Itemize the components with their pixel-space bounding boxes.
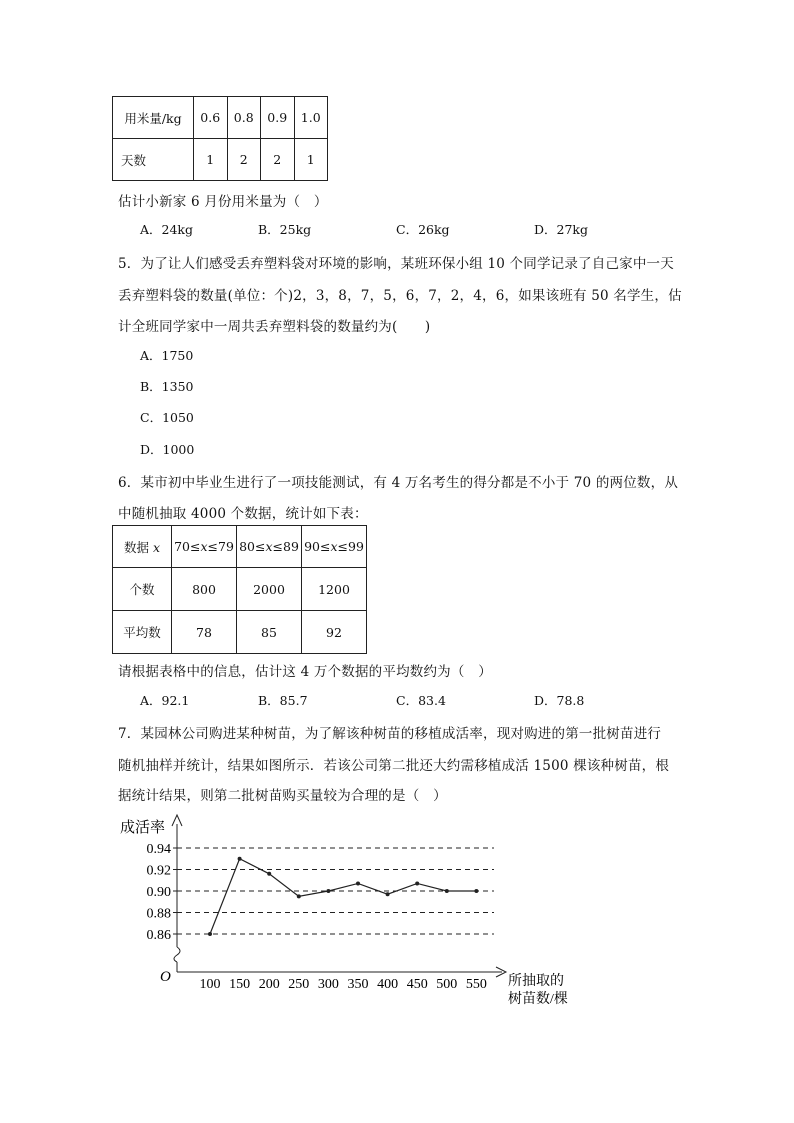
table-cell: 天数 — [113, 139, 194, 181]
table-cell: 1.0 — [294, 97, 328, 139]
q5-line-2: 丢弃塑料袋的数量(单位：个)2，3，8，7，5，6，7，2，4，6，如果该班有 50 名学生，估 — [118, 288, 682, 304]
y-tick-label: 0.88 — [146, 906, 171, 922]
table-row — [113, 526, 367, 568]
data-point — [326, 889, 330, 893]
table-cell: 用米量/kg — [113, 97, 194, 139]
table-cell: 800 — [172, 568, 237, 611]
table-cell: 90≤x≤99 — [302, 526, 367, 568]
data-point — [474, 889, 478, 893]
table-row — [113, 97, 328, 139]
table-cell: 70≤x≤79 — [172, 526, 237, 568]
y-tick-label: 0.94 — [146, 842, 171, 857]
q4-option-b: B．25kg — [258, 222, 312, 237]
q6-option-a: A．92.1 — [140, 693, 190, 708]
x-tick-label: 400 — [377, 977, 399, 992]
table-row — [113, 139, 328, 181]
q4-option-c: C．26kg — [396, 222, 450, 237]
origin-label: O — [160, 969, 171, 985]
data-point — [356, 881, 360, 885]
q6-option-c: C．83.4 — [396, 693, 446, 708]
y-tick-label: 0.90 — [146, 885, 171, 900]
series-line — [210, 859, 476, 934]
x-tick-label: 550 — [465, 977, 487, 992]
table-cell: 1200 — [302, 568, 367, 611]
q7-line-3: 据统计结果，则第二批树苗购买量较为合理的是（ ） — [118, 788, 447, 804]
x-tick-label: 350 — [347, 977, 369, 992]
table-cell: 2 — [227, 139, 261, 181]
data-point — [386, 892, 390, 896]
survival-rate-chart — [110, 812, 590, 1012]
table-cell: 2000 — [237, 568, 302, 611]
q5-option-b: B．1350 — [140, 379, 194, 394]
q7-line-2: 随机抽样并统计，结果如图所示．若该公司第二批还大约需移植成活 1500 棵该种树苗，根 — [118, 758, 670, 774]
x-tick-label: 150 — [229, 977, 251, 992]
table-cell: 1 — [294, 139, 328, 181]
data-point — [267, 872, 271, 876]
x-tick-label: 100 — [199, 977, 221, 992]
q5-option-d: D．1000 — [140, 442, 195, 457]
table-cell: 78 — [172, 611, 237, 654]
table-row — [113, 568, 367, 611]
q6-option-b: B．85.7 — [258, 693, 308, 708]
q4-option-d: D．27kg — [534, 222, 589, 237]
q4-stem: 估计小新家 6 月份用米量为（ ） — [118, 194, 328, 210]
q4-option-a: A．24kg — [140, 222, 194, 237]
x-tick-label: 200 — [258, 977, 280, 992]
data-point — [445, 889, 449, 893]
q5-option-c: C．1050 — [140, 410, 194, 425]
table-cell: 2 — [261, 139, 295, 181]
q5-line-1: 5．为了让人们感受丢弃塑料袋对环境的影响，某班环保小组 10 个同学记录了自己家中一天 — [118, 256, 674, 272]
table-cell: 平均数 — [113, 611, 172, 654]
table-cell: 个数 — [113, 568, 172, 611]
table-cell: 80≤x≤89 — [237, 526, 302, 568]
x-axis-label-line2: 树苗数/棵 — [508, 992, 568, 1007]
q6-line-2: 中随机抽取 4000 个数据，统计如下表： — [118, 506, 368, 522]
rice-usage-table — [112, 96, 328, 181]
table-cell: 0.8 — [227, 97, 261, 139]
q7-line-1: 7．某园林公司购进某种树苗，为了解该种树苗的移植成活率，现对购进的第一批树苗进行 — [118, 726, 662, 742]
q6-line-1: 6．某市初中毕业生进行了一项技能测试，有 4 万名考生的得分都是不小于 70 的两位数，从 — [118, 475, 679, 491]
table-cell: 数据 x — [113, 526, 172, 568]
table-cell: 92 — [302, 611, 367, 654]
x-tick-label: 500 — [436, 977, 458, 992]
data-point — [297, 894, 301, 898]
x-tick-label: 300 — [317, 977, 339, 992]
q5-line-3: 计全班同学家中一周共丢弃塑料袋的数量约为( ) — [118, 319, 431, 335]
y-tick-label: 0.86 — [146, 928, 171, 943]
table-cell: 85 — [237, 611, 302, 654]
data-point — [208, 932, 212, 936]
axis-break-icon — [174, 947, 180, 962]
q5-option-a: A．1750 — [140, 348, 194, 363]
y-tick-label: 0.92 — [146, 863, 171, 879]
data-point — [238, 857, 242, 861]
score-table — [112, 525, 367, 654]
q6-option-d: D．78.8 — [534, 693, 585, 708]
x-tick-label: 450 — [406, 977, 428, 992]
table-row — [113, 611, 367, 654]
x-tick-label: 250 — [288, 977, 310, 992]
y-axis-label: 成活率 — [120, 820, 166, 836]
table-cell: 0.9 — [261, 97, 295, 139]
x-axis-label-line1: 所抽取的 — [508, 974, 564, 989]
table-cell: 0.6 — [194, 97, 228, 139]
q6-stem: 请根据表格中的信息，估计这 4 万个数据的平均数约为（ ） — [118, 664, 492, 680]
data-point — [415, 881, 419, 885]
table-cell: 1 — [194, 139, 228, 181]
